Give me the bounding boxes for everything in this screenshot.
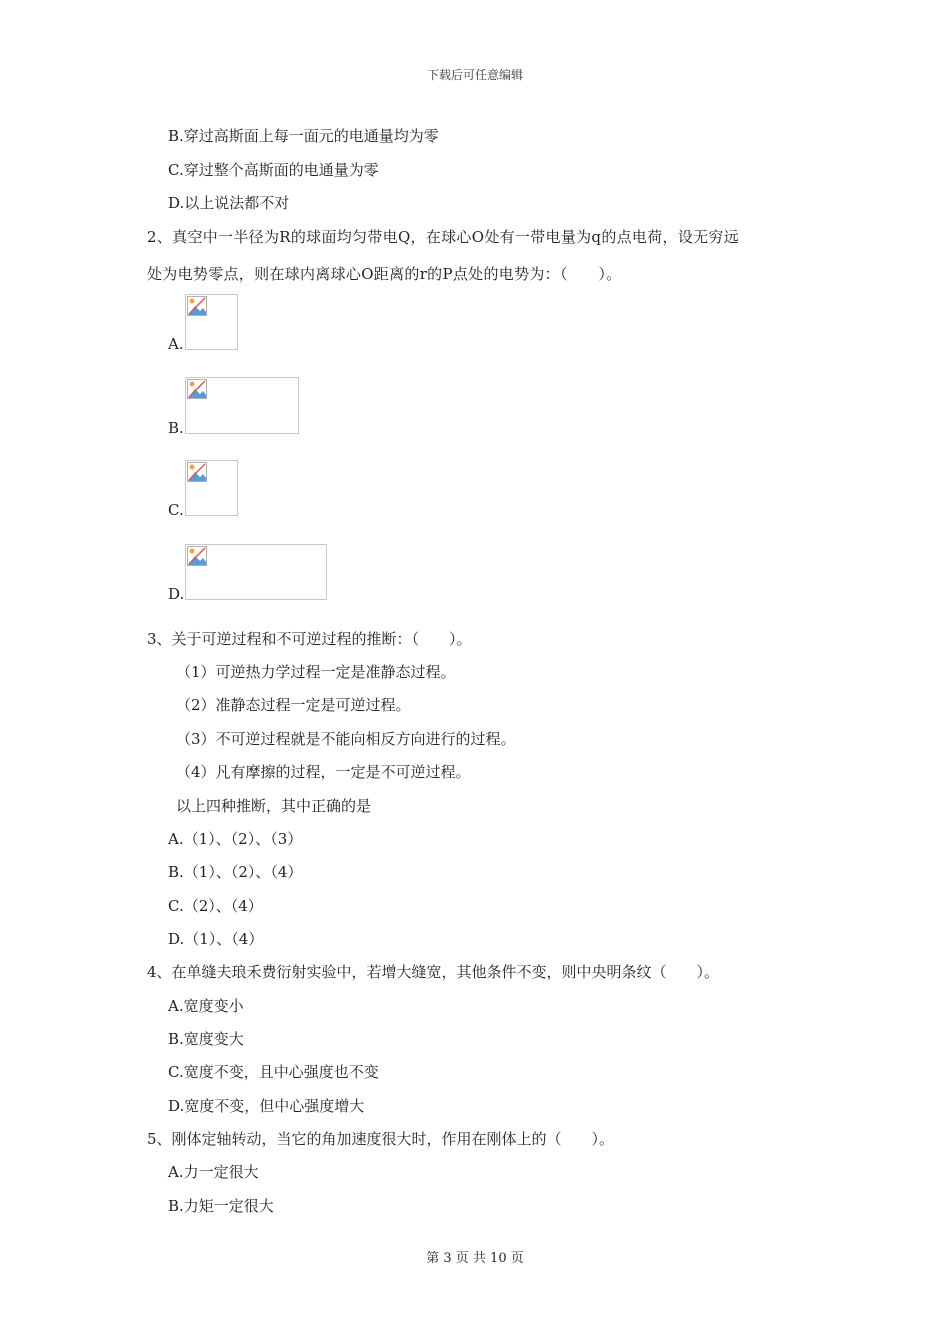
q2-option-c-label: C.	[168, 501, 184, 519]
q1-option-d: D.以上说法都不对	[168, 194, 290, 212]
q5-stem: 5、刚体定轴转动，当它的角加速度很大时，作用在刚体上的（ ）。	[147, 1130, 615, 1148]
q3-option-d: D.（1）、（4）	[168, 930, 264, 948]
q2-stem-line1: 2、真空中一半径为R的球面均匀带电Q，在球心O处有一带电量为q的点电荷，设无穷远	[147, 228, 740, 246]
q3-stem: 3、关于可逆过程和不可逆过程的推断：（ ）。	[147, 630, 472, 648]
q3-conclusion: 以上四种推断，其中正确的是	[176, 797, 372, 815]
q5-option-b: B.力矩一定很大	[168, 1197, 274, 1215]
q3-statement-3: （3）不可逆过程就是不能向相反方向进行的过程。	[176, 730, 516, 748]
page-header: 下载后可任意编辑	[426, 68, 523, 82]
q3-option-c: C.（2）、（4）	[168, 897, 263, 915]
q4-option-b: B.宽度变大	[168, 1030, 244, 1048]
broken-image-icon	[185, 377, 299, 434]
broken-image-icon	[185, 294, 238, 350]
broken-image-icon	[185, 544, 327, 600]
q3-statement-2: （2）准静态过程一定是可逆过程。	[176, 696, 411, 714]
page-footer: 第 3 页 共 10 页	[426, 1251, 524, 1266]
q2-stem-line2: 处为电势零点，则在球内离球心O距离的r的P点处的电势为：（ ）。	[147, 265, 622, 283]
q4-stem: 4、在单缝夫琅禾费衍射实验中，若增大缝宽，其他条件不变，则中央明条纹（ ）。	[147, 963, 720, 981]
q4-option-a: A.宽度变小	[168, 997, 244, 1015]
q2-option-b-label: B.	[168, 419, 184, 437]
q3-option-a: A.（1）、（2）、（3）	[168, 830, 303, 848]
q1-option-c: C.穿过整个高斯面的电通量为零	[168, 161, 379, 179]
broken-image-icon	[185, 460, 238, 516]
q3-statement-4: （4）凡有摩擦的过程，一定是不可逆过程。	[176, 763, 471, 781]
q3-statement-1: （1）可逆热力学过程一定是准静态过程。	[176, 663, 456, 681]
q4-option-c: C.宽度不变，且中心强度也不变	[168, 1063, 379, 1081]
q1-option-b: B.穿过高斯面上每一面元的电通量均为零	[168, 127, 439, 145]
q5-option-a: A.力一定很大	[168, 1163, 259, 1181]
q2-option-d-label: D.	[168, 585, 185, 603]
q2-option-a-label: A.	[168, 335, 184, 353]
q4-option-d: D.宽度不变，但中心强度增大	[168, 1097, 365, 1115]
q3-option-b: B.（1）、（2）、（4）	[168, 863, 303, 881]
